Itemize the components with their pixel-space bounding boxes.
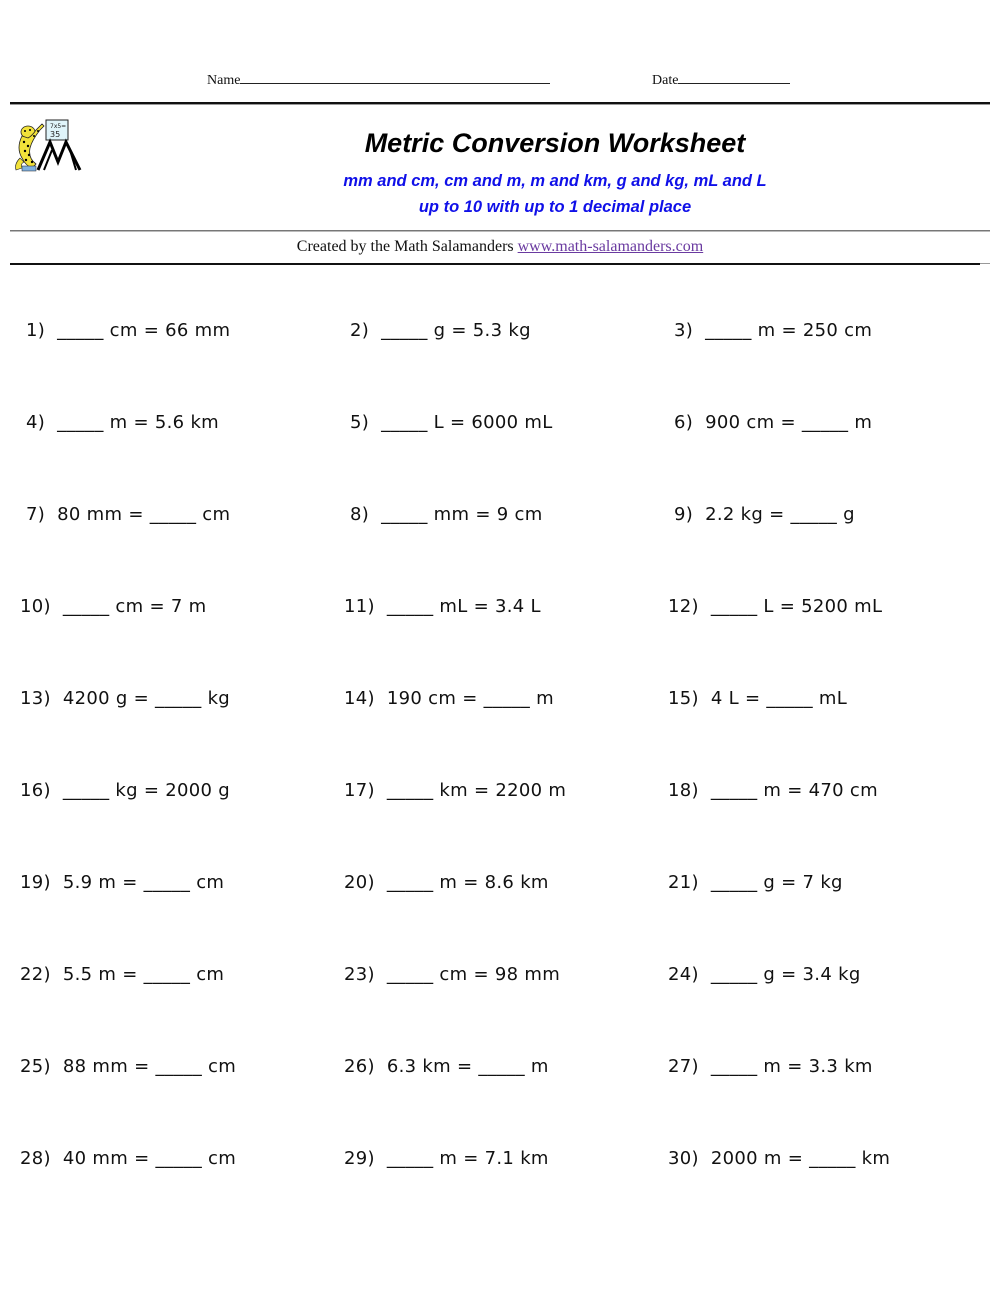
problem-expression[interactable]: _____ mL = 3.4 L (386, 596, 541, 617)
problem-14: 14) 190 cm = _____ m (344, 688, 554, 709)
problem-expression[interactable]: _____ m = 7.1 km (386, 1148, 549, 1169)
problem-expression[interactable]: _____ cm = 7 m (62, 596, 207, 617)
problem-expression[interactable]: _____ L = 6000 mL (381, 412, 553, 433)
date-label: Date (652, 73, 679, 88)
name-label: Name (207, 73, 241, 88)
problem-17: 17) _____ km = 2200 m (344, 780, 567, 801)
problem-expression[interactable]: _____ cm = 98 mm (386, 964, 561, 985)
problem-2: 2) _____ g = 5.3 kg (350, 320, 531, 341)
problem-expression[interactable]: 80 mm = _____ cm (57, 504, 231, 525)
problem-11: 11) _____ mL = 3.4 L (344, 596, 541, 617)
problem-expression[interactable]: 900 cm = _____ m (705, 412, 873, 433)
problem-expression[interactable]: _____ m = 470 cm (710, 780, 878, 801)
problem-18: 18) _____ m = 470 cm (668, 780, 878, 801)
svg-text:35: 35 (50, 130, 61, 139)
problem-expression[interactable]: _____ mm = 9 cm (381, 504, 543, 525)
problem-expression[interactable]: 4200 g = _____ kg (62, 688, 231, 709)
problem-12: 12) _____ L = 5200 mL (668, 596, 883, 617)
problem-21: 21) _____ g = 7 kg (668, 872, 843, 893)
problem-expression[interactable]: _____ g = 5.3 kg (381, 320, 531, 341)
problem-8: 8) _____ mm = 9 cm (350, 504, 543, 525)
problem-4: 4) _____ m = 5.6 km (26, 412, 220, 433)
problem-27: 27) _____ m = 3.3 km (668, 1056, 873, 1077)
problem-23: 23) _____ cm = 98 mm (344, 964, 561, 985)
problem-7: 7) 80 mm = _____ cm (26, 504, 231, 525)
problem-29: 29) _____ m = 7.1 km (344, 1148, 549, 1169)
worksheet-subtitle-line-2: up to 10 with up to 1 decimal place (418, 198, 692, 216)
problem-5: 5) _____ L = 6000 mL (350, 412, 553, 433)
problem-10: 10) _____ cm = 7 m (20, 596, 207, 617)
worksheet-title: Metric Conversion Worksheet (364, 128, 746, 158)
problem-expression[interactable]: _____ kg = 2000 g (62, 780, 231, 801)
problem-expression[interactable]: _____ g = 7 kg (710, 872, 843, 893)
problem-expression[interactable]: _____ km = 2200 m (386, 780, 567, 801)
problem-30: 30) 2000 m = _____ km (668, 1148, 891, 1169)
problem-expression[interactable]: _____ m = 3.3 km (710, 1056, 873, 1077)
problem-20: 20) _____ m = 8.6 km (344, 872, 549, 893)
problem-expression[interactable]: 2000 m = _____ km (710, 1148, 891, 1169)
problem-6: 6) 900 cm = _____ m (674, 412, 873, 433)
problem-expression[interactable]: _____ m = 5.6 km (57, 412, 220, 433)
credit-text: Created by the Math Salamanders (296, 238, 518, 255)
problem-expression[interactable]: _____ m = 250 cm (705, 320, 873, 341)
problem-expression[interactable]: 88 mm = _____ cm (62, 1056, 237, 1077)
problem-expression[interactable]: 4 L = _____ mL (710, 688, 848, 709)
problem-15: 15) 4 L = _____ mL (668, 688, 848, 709)
problem-expression[interactable]: _____ g = 3.4 kg (710, 964, 861, 985)
problem-9: 9) 2.2 kg = _____ g (674, 504, 855, 525)
problem-expression[interactable]: _____ L = 5200 mL (710, 596, 883, 617)
problem-3: 3) _____ m = 250 cm (674, 320, 873, 341)
problem-expression[interactable]: _____ cm = 66 mm (57, 320, 231, 341)
problem-expression[interactable]: 40 mm = _____ cm (62, 1148, 237, 1169)
problem-expression[interactable]: 5.9 m = _____ cm (62, 872, 225, 893)
problem-16: 16) _____ kg = 2000 g (20, 780, 231, 801)
problem-expression[interactable]: 190 cm = _____ m (386, 688, 554, 709)
math-salamanders-link[interactable]: www.math-salamanders.com (517, 238, 704, 255)
problem-28: 28) 40 mm = _____ cm (20, 1148, 237, 1169)
problem-expression[interactable]: 6.3 km = _____ m (386, 1056, 549, 1077)
problem-1: 1) _____ cm = 66 mm (26, 320, 231, 341)
problem-22: 22) 5.5 m = _____ cm (20, 964, 225, 985)
svg-text:7x5=: 7x5= (50, 123, 67, 130)
problem-expression[interactable]: 5.5 m = _____ cm (62, 964, 225, 985)
problem-26: 26) 6.3 km = _____ m (344, 1056, 549, 1077)
problem-13: 13) 4200 g = _____ kg (20, 688, 231, 709)
problem-24: 24) _____ g = 3.4 kg (668, 964, 861, 985)
worksheet-subtitle-line-1: mm and cm, cm and m, m and km, g and kg, mL and L (343, 172, 767, 190)
problem-19: 19) 5.9 m = _____ cm (20, 872, 225, 893)
problem-expression[interactable]: 2.2 kg = _____ g (705, 504, 855, 525)
problem-expression[interactable]: _____ m = 8.6 km (386, 872, 549, 893)
problem-25: 25) 88 mm = _____ cm (20, 1056, 237, 1077)
